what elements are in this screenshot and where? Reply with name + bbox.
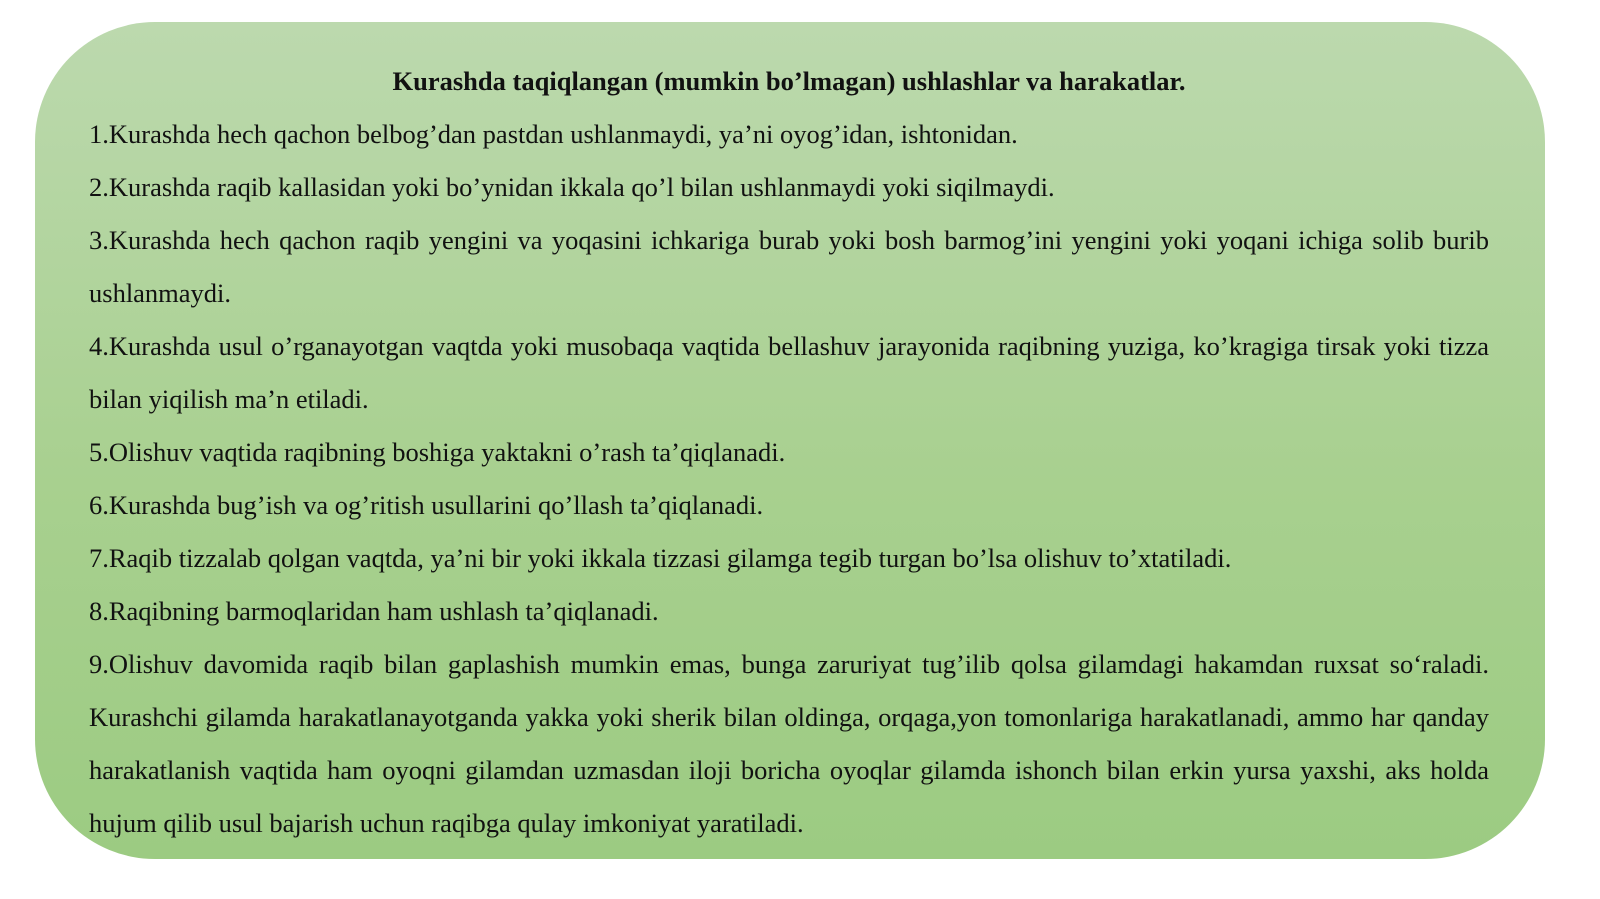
rules-content — [89, 55, 1489, 850]
rule-item-6: 6.Kurashda bug’ish va og’ritish usullarini qo’llash ta’qiqlanadi. — [89, 490, 764, 520]
rule-item-4: 4.Kurashda usul o’rganayotgan vaqtda yoki musobaqa vaqtida bellashuv jarayonida raqibning yuziga, ko’kragiga tirsak yoki tizza bilan yiqilish ma’n etiladi. — [89, 331, 1489, 414]
rule-item-8: 8.Raqibning barmoqlaridan ham ushlash ta’qiqlanadi. — [89, 596, 659, 626]
rule-item-7: 7.Raqib tizzalab qolgan vaqtda, ya’ni bir yoki ikkala tizzasi gilamga tegib turgan bo’lsa olishuv to’xtatiladi. — [89, 543, 1232, 573]
rule-item-2: 2.Kurashda raqib kallasidan yoki bo’ynidan ikkala qo’l bilan ushlanmaydi yoki siqilmaydi. — [89, 172, 1055, 202]
page-title: Kurashda taqiqlangan (mumkin bo’lmagan) ushlashlar va harakatlar. — [392, 66, 1186, 96]
rule-item-1: 1.Kurashda hech qachon belbog’dan pastdan ushlanmaydi, ya’ni oyog’idan, ishtonidan. — [89, 119, 1018, 149]
rule-item-5: 5.Olishuv vaqtida raqibning boshiga yaktakni o’rash ta’qiqlanadi. — [89, 437, 786, 467]
rule-item-9: 9.Olishuv davomida raqib bilan gaplashish mumkin emas, bunga zaruriyat tug’ilib qolsa gilamdagi hakamdan ruxsat so‘raladi. Kurashchi gilamda harakatlanayotganda yakka yoki sherik bilan oldinga, orqaga,yon tomonlariga harakatlanadi, ammo har qanday harakatlanish vaqtida ham oyoqni gilamdan uzmasdan iloji boricha oyoqlar gilamda ishonch bilan erkin yursa yaxshi, aks holda hujum qilib usul bajarish uchun raqibga qulay imkoniyat yaratiladi. — [89, 649, 1489, 838]
rule-item-3: 3.Kurashda hech qachon raqib yengini va yoqasini ichkariga burab yoki bosh barmog’ini yengini yoki yoqani ichiga solib burib ushlanmaydi. — [89, 225, 1489, 308]
